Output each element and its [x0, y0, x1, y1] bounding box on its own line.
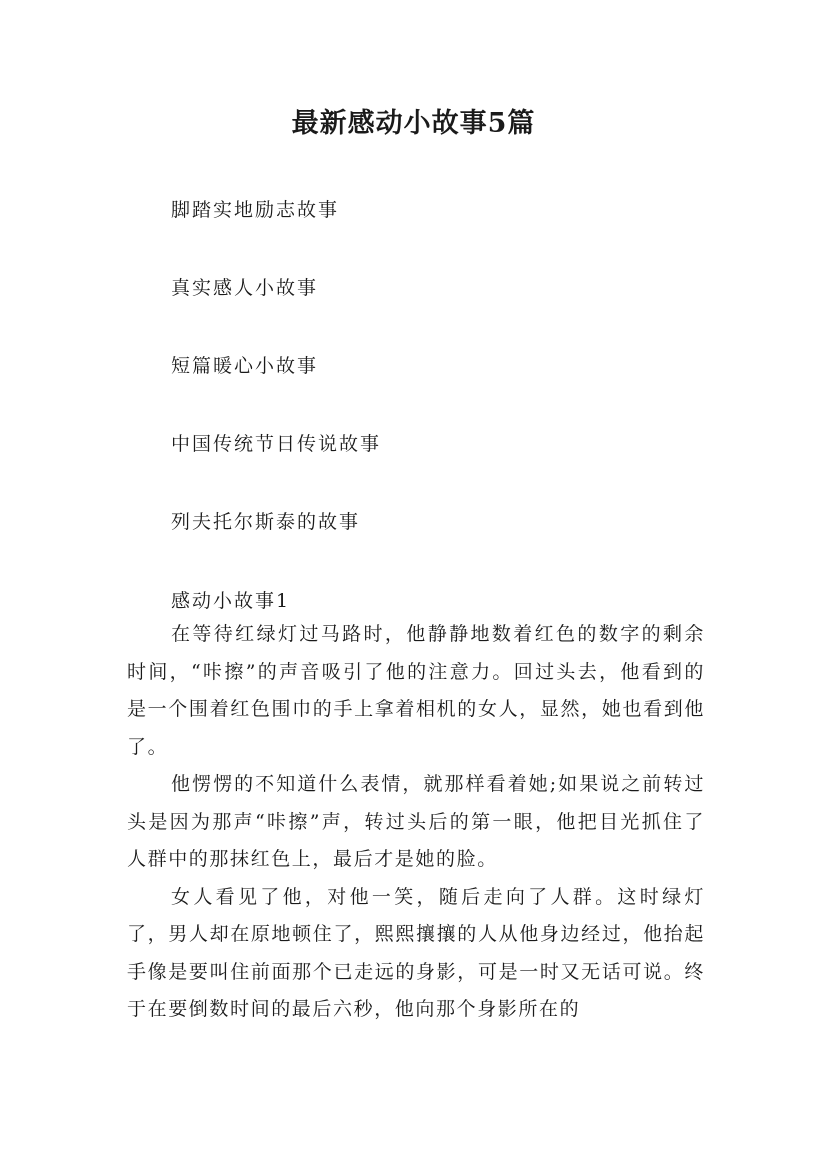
- story-paragraph: 他愣愣的不知道什么表情，就那样看着她;如果说之前转过头是因为那声“咔擦”声，转过头后的第一眼，他把目光抓住了人群中的那抹红色上，最后才是她的脸。: [127, 773, 705, 870]
- table-of-contents: [171, 196, 381, 586]
- story-heading: 感动小故事1: [171, 590, 291, 612]
- toc-item: 列夫托尔斯泰的故事: [171, 511, 361, 533]
- story-paragraph: 在等待红绿灯过马路时，他静静地数着红色的数字的剩余时间，“咔擦”的声音吸引了他的注意力。回过头去，他看到的是一个围着红色围巾的手上拿着相机的女人，显然，她也看到他了。: [127, 623, 705, 758]
- toc-item: 中国传统节日传说故事: [171, 433, 382, 455]
- page-title: 最新感动小故事5篇: [291, 108, 536, 139]
- toc-item: 短篇暖心小故事: [171, 355, 319, 377]
- story-section: [127, 586, 705, 1029]
- toc-item: 脚踏实地励志故事: [171, 199, 340, 221]
- story-paragraph: 女人看见了他，对他一笑，随后走向了人群。这时绿灯了，男人却在原地顿住了，熙熙攘攘的人从他身边经过，他抬起手像是要叫住前面那个已走远的身影，可是一时又无话可说。终于在要倒数时间的最后六秒，他向那个身影所在的: [127, 885, 705, 1020]
- toc-item: 真实感人小故事: [171, 277, 319, 299]
